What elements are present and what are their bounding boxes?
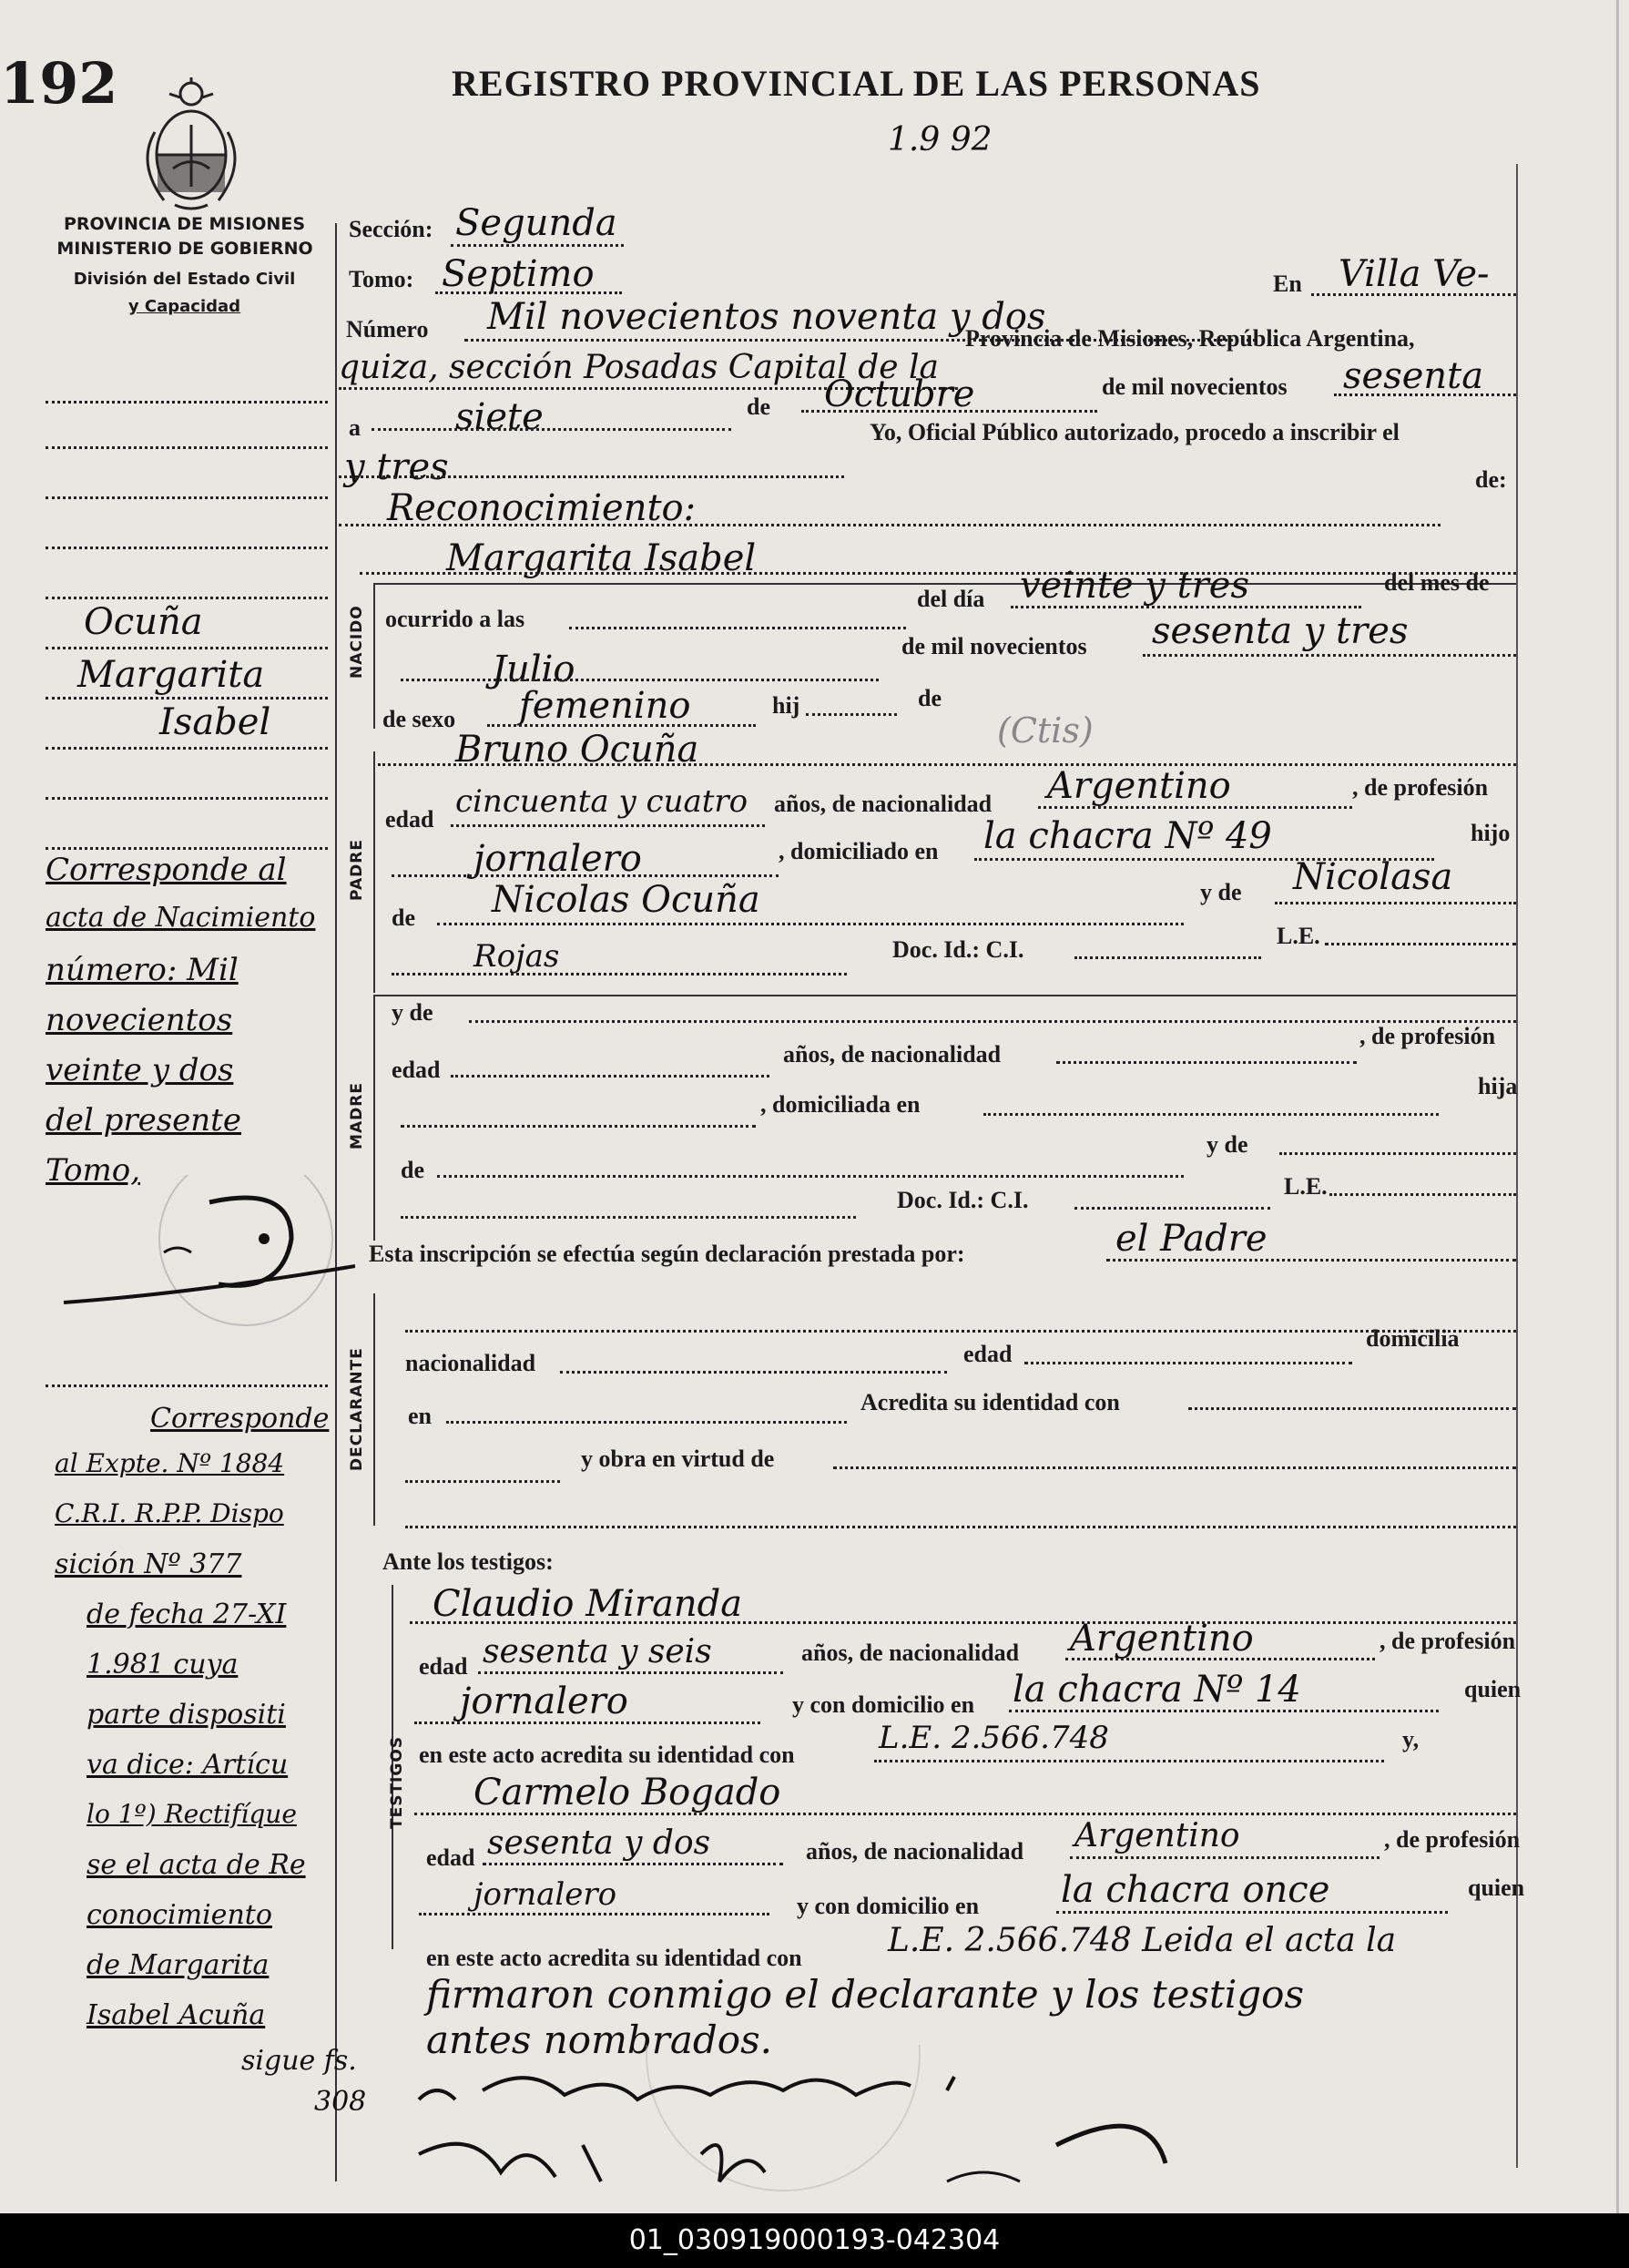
mil-label: de mil novecientos xyxy=(1102,373,1288,400)
margin-note1-line: acta de Nacimiento xyxy=(46,902,316,934)
padre-edad-value: cincuenta y cuatro xyxy=(455,783,748,820)
declarante-end-line xyxy=(405,1526,1516,1528)
closing-line-2: antes nombrados. xyxy=(426,2018,772,2062)
oficial-text: Yo, Oficial Público autorizado, procedo a inscribir el xyxy=(870,419,1400,445)
declaracion-label: Esta inscripción se efectúa según declaración prestada por: xyxy=(369,1241,965,1267)
madre-madre-line xyxy=(1279,1152,1516,1155)
padre-prof-label: , de profesión xyxy=(1352,774,1489,801)
mes-line xyxy=(801,410,1097,413)
margin-line xyxy=(46,597,328,599)
madre-y-de-label: y de xyxy=(392,999,433,1026)
side-header-line2: MINISTERIO DE GOBIERNO xyxy=(56,239,313,259)
declarante-edad-label: edad xyxy=(963,1341,1013,1367)
padre-padre-line xyxy=(437,923,1184,925)
t1-doc-line xyxy=(874,1760,1384,1762)
margin-line xyxy=(46,797,328,800)
hij-label: hij xyxy=(772,692,800,719)
hij-line xyxy=(806,713,897,716)
side-header-line3: División del Estado Civil xyxy=(73,270,296,289)
madre-dom-label: , domiciliada en xyxy=(760,1091,921,1118)
t1-nombre-value: Claudio Miranda xyxy=(433,1583,743,1625)
nacido-dia-value: veinte y tres xyxy=(1020,565,1249,607)
provincia-text: Provincia de Misiones, República Argentina, xyxy=(965,325,1415,352)
padre-doc-label: Doc. Id.: C.I. xyxy=(892,936,1024,963)
t1-nac-value: Argentino xyxy=(1070,1618,1254,1660)
side-header-line1: PROVINCIA DE MISIONES xyxy=(63,214,306,234)
padre-section-label: PADRE xyxy=(348,839,366,901)
de-colon-label: de: xyxy=(1475,466,1507,493)
margin-note2-line: 308 xyxy=(314,2086,367,2118)
margin-line xyxy=(46,401,328,404)
t2-prof-label: , de profesión xyxy=(1384,1826,1521,1853)
declarante-nac-label: nacionalidad xyxy=(405,1350,536,1376)
margin-note1-line: número: Mil xyxy=(46,952,239,988)
del-mes-label: del mes de xyxy=(1384,569,1490,596)
declarante-en-line xyxy=(446,1421,847,1424)
declarante-acredita-label: Acredita su identidad con xyxy=(860,1389,1120,1415)
t2-doc-value: L.E. 2.566.748 Leida el acta la xyxy=(888,1922,1397,1959)
seccion-label: Sección: xyxy=(349,216,433,242)
ante-testigos-label: Ante los testigos: xyxy=(382,1548,554,1575)
nacido-de-label: de xyxy=(918,685,942,711)
madre-doc-label: Doc. Id.: C.I. xyxy=(897,1187,1029,1213)
t2-edad-line xyxy=(483,1863,783,1865)
margin-line xyxy=(46,697,328,700)
acto-value: Reconocimiento: xyxy=(387,487,697,529)
tomo-line xyxy=(435,291,622,294)
nacido-section-label: NACIDO xyxy=(348,605,366,679)
nacido-top xyxy=(373,583,1516,585)
margin-line xyxy=(46,747,328,750)
t2-nac-value: Argentino xyxy=(1074,1817,1240,1854)
t2-edad-label: edad xyxy=(426,1844,475,1871)
nacido-anio-value: sesenta y tres xyxy=(1152,610,1409,652)
margin-note2-line: Isabel Acuña xyxy=(87,1999,266,2031)
madre-le-line xyxy=(1329,1193,1516,1196)
nacido-mes-value: Julio xyxy=(492,649,575,690)
padre-y-de-label: y de xyxy=(1200,879,1242,905)
t1-nombre-line xyxy=(410,1621,1516,1624)
page-number: 192 xyxy=(0,50,118,117)
madre-y-de2-label: y de xyxy=(1206,1131,1248,1158)
anio-line xyxy=(1334,393,1516,396)
de-label: de xyxy=(747,393,770,420)
margin-line xyxy=(46,1384,328,1387)
margin-name-1: Ocuña xyxy=(84,601,203,643)
padre-le-line xyxy=(1325,943,1516,945)
margin-note1-line: Corresponde al xyxy=(46,852,287,888)
declarante-obra-line xyxy=(833,1466,1516,1469)
margin-line xyxy=(46,446,328,449)
right-border xyxy=(1516,164,1518,2168)
t2-nombre-value: Carmelo Bogado xyxy=(473,1772,781,1813)
seccion-value: Segunda xyxy=(455,202,617,244)
numero-label: Número xyxy=(346,316,429,342)
nacido-mil-label: de mil novecientos xyxy=(901,633,1087,659)
madre-de-label: de xyxy=(401,1157,424,1183)
padre-le-label: L.E. xyxy=(1277,923,1320,949)
madre-edad-line xyxy=(451,1075,769,1078)
declarante-obra-label: y obra en virtud de xyxy=(581,1446,775,1472)
nacido-anio-line xyxy=(1143,654,1516,657)
declarante-en-label: en xyxy=(408,1403,432,1429)
nacido-mes-line xyxy=(401,679,879,681)
t2-acredita-label: en este acto acredita su identidad con xyxy=(426,1945,802,1971)
madre-hija-label: hija xyxy=(1478,1073,1518,1099)
madre-prof-line xyxy=(401,1125,756,1128)
declaracion-line xyxy=(1106,1259,1516,1262)
t1-edad-line xyxy=(478,1671,783,1674)
margin-note1-line: veinte y dos xyxy=(46,1052,234,1088)
madre-bracket xyxy=(373,995,375,1241)
padre-edad-line xyxy=(451,824,765,827)
nacido-dia-line xyxy=(1011,606,1361,608)
padre-doc-line xyxy=(1074,956,1261,959)
t2-prof-value: jornalero xyxy=(473,1876,617,1913)
en-line xyxy=(1311,293,1516,296)
madre-doc-line xyxy=(1074,1207,1270,1210)
declarante-obra-pre-line xyxy=(405,1480,560,1483)
t1-prof-value: jornalero xyxy=(460,1681,628,1722)
margin-note2-line: al Expte. Nº 1884 xyxy=(55,1448,285,1478)
declaracion-value: el Padre xyxy=(1115,1218,1268,1260)
t1-nac-label: años, de nacionalidad xyxy=(801,1640,1020,1666)
numero-value: Mil novecientos noventa y dos xyxy=(487,296,1046,338)
madre-prof-label: , de profesión xyxy=(1359,1023,1496,1049)
margin-note2-line: conocimiento xyxy=(87,1899,272,1931)
testigos-section-label: TESTIGOS xyxy=(388,1735,406,1829)
t1-prof-label: , de profesión xyxy=(1380,1628,1516,1654)
madre-top xyxy=(373,995,1516,996)
t2-nac-line xyxy=(1070,1856,1380,1859)
declarante-section-label: DECLARANTE xyxy=(348,1347,366,1471)
padre-bracket xyxy=(373,751,375,993)
padre-madre-value: Nicolasa xyxy=(1293,856,1453,898)
year-note: 1.9 92 xyxy=(888,121,993,158)
margin-note2-line: sición Nº 377 xyxy=(55,1548,242,1580)
nacido-bracket xyxy=(373,583,375,729)
margin-note2-line: de Margarita xyxy=(87,1949,270,1981)
image-identifier: 01_030919000193-042304 xyxy=(0,2213,1629,2268)
t1-dom-line xyxy=(1009,1710,1439,1712)
declarante-domicilia-label: domicilia xyxy=(1366,1325,1460,1352)
ocurrido-label: ocurrido a las xyxy=(385,606,525,632)
sexo-line xyxy=(487,724,756,727)
t2-prof-line xyxy=(419,1913,769,1916)
padre-de-label: de xyxy=(392,904,415,931)
padre-madre2-line xyxy=(392,973,847,976)
margin-name-2: Margarita xyxy=(77,654,265,696)
padre-prof-value: jornalero xyxy=(473,838,642,880)
t2-edad-value: sesenta y dos xyxy=(487,1824,711,1862)
padre-nac-line xyxy=(1038,806,1352,809)
t1-quien-label: quien xyxy=(1464,1676,1522,1702)
padre-nac-value: Argentino xyxy=(1047,765,1231,807)
padre-madre-value-2: Rojas xyxy=(473,938,560,975)
t2-dom-value: la chacra once xyxy=(1061,1869,1330,1911)
margin-note2-line: C.R.I. R.P.P. Dispo xyxy=(55,1498,284,1528)
madre-padre-line xyxy=(437,1175,1184,1178)
t1-dom-value: la chacra Nº 14 xyxy=(1013,1669,1301,1711)
madre-madre2-line xyxy=(401,1216,856,1219)
padre-edad-label: edad xyxy=(385,806,434,833)
t2-nombre-line xyxy=(414,1813,1516,1815)
t1-doc-value: L.E. 2.566.748 xyxy=(879,1720,1109,1756)
dia-value: siete xyxy=(455,396,544,438)
declarante-nombre-line xyxy=(405,1330,1516,1333)
madre-dom-line xyxy=(983,1113,1439,1116)
closing-line-1: firmaron conmigo el declarante y los testigos xyxy=(426,1972,1305,2017)
margin-note1-line: del presente xyxy=(46,1102,241,1139)
margin-note2-line: de fecha 27-XI xyxy=(87,1599,287,1630)
madre-section-label: MADRE xyxy=(348,1082,366,1149)
padre-nombre-line xyxy=(378,763,1516,766)
madre-edad-label: edad xyxy=(392,1057,441,1083)
padre-hijo-label: hijo xyxy=(1471,820,1511,846)
margin-note2-line: va dice: Artícu xyxy=(87,1749,289,1781)
padre-prof-line xyxy=(392,874,779,877)
place-value: quiza, sección Posadas Capital de la xyxy=(339,349,940,386)
anio-value: sesenta xyxy=(1343,355,1484,397)
acto-line xyxy=(339,524,1441,526)
sexo-value: femenino xyxy=(519,685,691,727)
t1-y-label: y, xyxy=(1402,1726,1420,1752)
margin-note2-line: 1.981 cuya xyxy=(87,1649,239,1681)
declarante-acredita-line xyxy=(1188,1407,1516,1410)
en-label: En xyxy=(1273,271,1302,297)
declarante-bracket xyxy=(373,1293,375,1526)
t1-acredita-label: en este acto acredita su identidad con xyxy=(419,1742,795,1768)
margin-line xyxy=(46,496,328,499)
margin-note2-line: lo 1º) Rectifíque xyxy=(87,1799,297,1829)
margin-note2-line: sigue fs. xyxy=(241,2045,357,2077)
margin-signature-scribble xyxy=(55,1175,355,1339)
declarante-nac-line xyxy=(560,1371,947,1374)
margin-note2-line: parte dispositi xyxy=(87,1699,286,1731)
side-header-line4: y Capacidad xyxy=(127,297,241,316)
madre-le-label: L.E. xyxy=(1284,1173,1328,1200)
t1-dom-label: y con domicilio en xyxy=(792,1691,975,1718)
del-dia-label: del día xyxy=(917,586,985,612)
t2-quien-label: quien xyxy=(1468,1875,1525,1901)
madre-nac-line xyxy=(1056,1061,1357,1064)
en-value: Villa Ve- xyxy=(1339,253,1490,295)
t2-nac-label: años, de nacionalidad xyxy=(806,1838,1024,1864)
margin-line xyxy=(46,647,328,649)
t1-prof-line xyxy=(414,1721,760,1724)
nacido-note: (Ctis) xyxy=(997,710,1094,751)
ocurrido-line xyxy=(569,627,906,629)
declarante-edad-line xyxy=(1024,1362,1352,1364)
tomo-value: Septimo xyxy=(442,253,595,295)
dia-line xyxy=(372,428,731,431)
t1-edad-value: sesenta y seis xyxy=(483,1633,712,1670)
t1-nac-line xyxy=(1065,1658,1375,1660)
signatures xyxy=(401,2045,1402,2213)
nombre-line xyxy=(360,572,1516,575)
sexo-label: de sexo xyxy=(382,706,456,732)
padre-madre-line xyxy=(1275,902,1516,904)
anio2-line xyxy=(339,475,844,478)
nombre-value: Margarita Isabel xyxy=(446,537,757,579)
margin-name-3: Isabel xyxy=(159,701,271,743)
madre-nac-label: años, de nacionalidad xyxy=(783,1041,1002,1068)
tomo-label: Tomo: xyxy=(349,266,414,292)
t2-dom-label: y con domicilio en xyxy=(797,1893,980,1919)
document-title: REGISTRO PROVINCIAL DE LAS PERSONAS xyxy=(452,63,1261,104)
mes-value: Octubre xyxy=(824,373,975,415)
margin-note1-line: novecientos xyxy=(46,1002,233,1038)
padre-nac-label: años, de nacionalidad xyxy=(774,791,993,817)
page-edge xyxy=(1616,0,1619,2213)
anio-value-2: y tres xyxy=(344,446,449,488)
padre-nombre-value: Bruno Ocuña xyxy=(455,729,699,771)
margin-note2-line: Corresponde xyxy=(150,1403,330,1435)
seccion-line xyxy=(451,244,624,247)
padre-padre-value: Nicolas Ocuña xyxy=(492,879,760,921)
margin-line xyxy=(46,847,328,850)
t2-dom-line xyxy=(1056,1911,1448,1914)
a-label: a xyxy=(349,414,361,441)
padre-dom-label: , domiciliado en xyxy=(779,838,939,864)
coat-of-arms-emblem xyxy=(127,77,255,214)
margin-line xyxy=(46,547,328,549)
t1-edad-label: edad xyxy=(419,1653,468,1680)
margin-note1-line: Tomo, xyxy=(46,1152,141,1189)
padre-dom-value: la chacra Nº 49 xyxy=(983,815,1272,857)
margin-note2-line: se el acta de Re xyxy=(87,1849,306,1881)
